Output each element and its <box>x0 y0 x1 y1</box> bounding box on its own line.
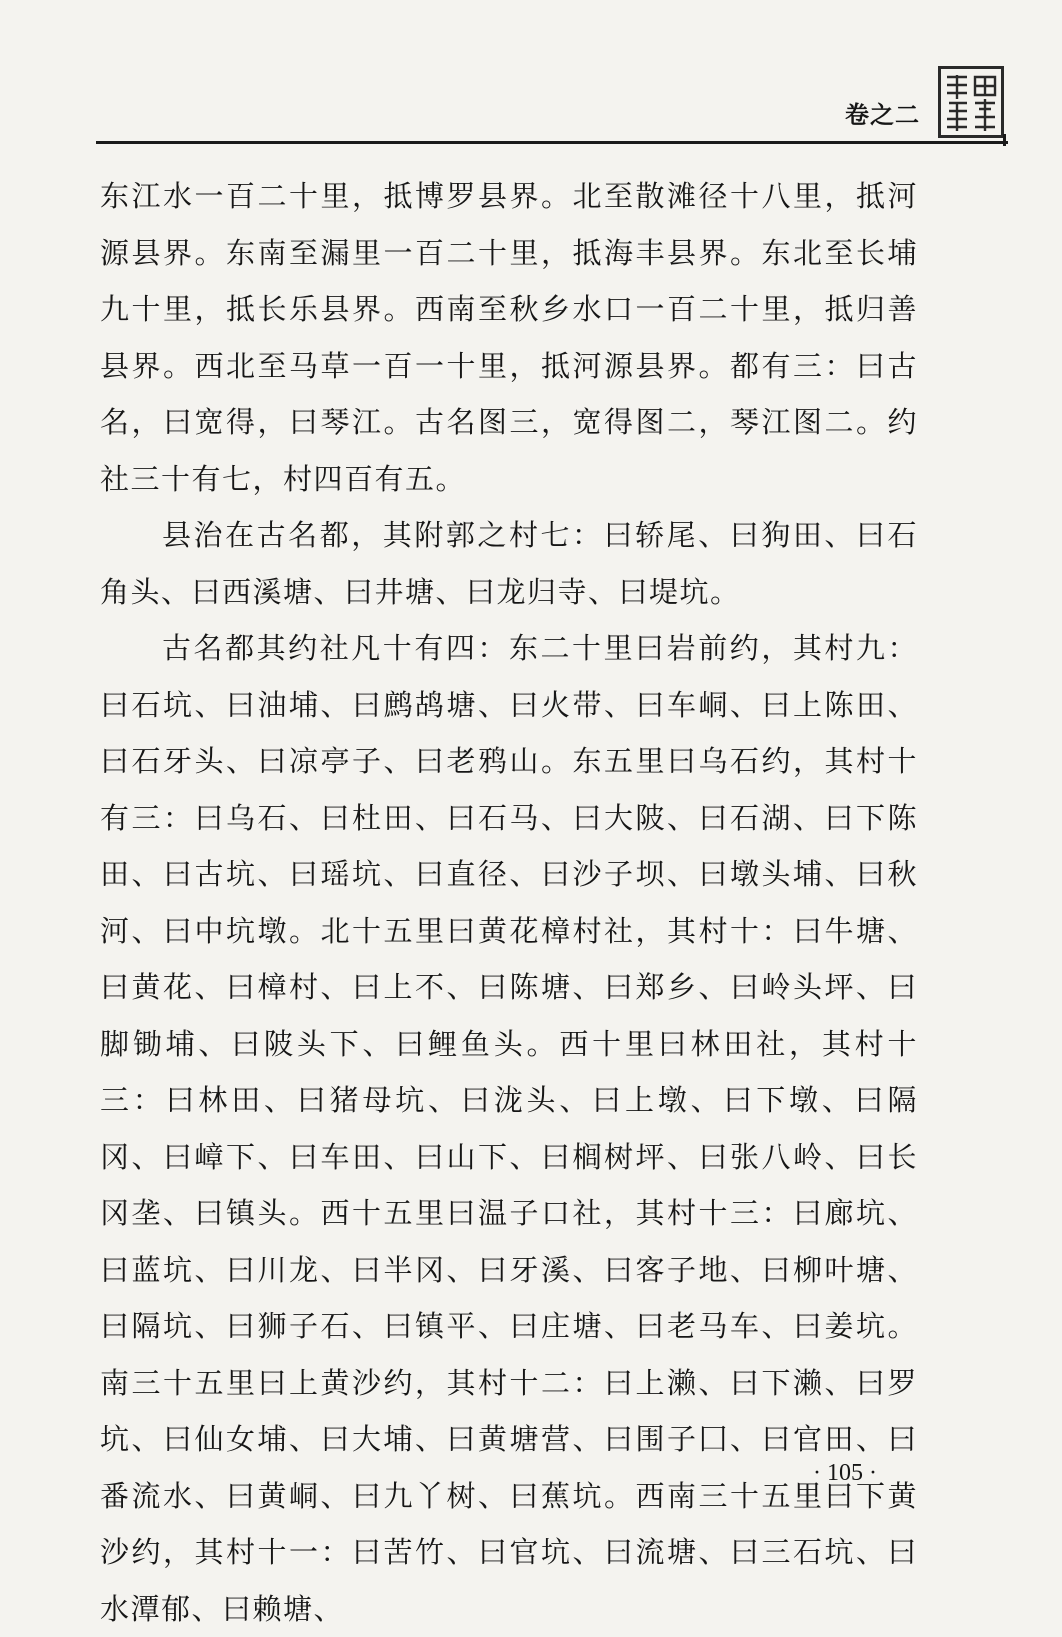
header-rule <box>96 141 1008 144</box>
paragraph-1: 东江水一百二十里，抵博罗县界。北至散滩径十八里，抵河源县界。东南至漏里一百二十里，抵海丰县界。东北至长埔九十里，抵长乐县界。西南至秋乡水口一百二十里，抵归善县界。西北至马草一百一十里，抵河源县界。都有三：曰古名，曰宽得，曰琴江。古名图三，宽得图二，琴江图二。约社三十有七，村四百有五。 <box>100 179 918 496</box>
paragraph-2: 县治在古名都，其附郭之村七：曰轿尾、曰狗田、曰石角头、曰西溪塘、曰井塘、曰龙归寺、曰堤坑。 <box>100 518 918 609</box>
seal-glyph-icon <box>941 69 1001 135</box>
running-head: 卷之二 <box>845 101 920 129</box>
page-number: · 105 · <box>813 1460 877 1486</box>
library-seal-icon <box>938 66 1004 138</box>
body-text <box>100 168 918 1637</box>
paragraph-3: 古名都其约社凡十有四：东二十里曰岩前约，其村九：曰石坑、曰油埔、曰鹧鸪塘、曰火带、曰车峒、曰上陈田、曰石牙头、曰凉亭子、曰老鸦山。东五里曰乌石约，其村十有三：曰乌石、曰杜田、曰石马、曰大陂、曰石湖、曰下陈田、曰古坑、曰瑶坑、曰直径、曰沙子坝、曰墩头埔、曰秋河、曰中坑墩。北十五里曰黄花樟村社，其村十：曰牛塘、曰黄花、曰樟村、曰上不、曰陈塘、曰郑乡、曰岭头坪、曰脚锄埔、曰陂头下、曰鲤鱼头。西十里曰林田社，其村十三：曰林田、曰猪母坑、曰泷头、曰上墩、曰下墩、曰隔冈、曰嶂下、曰车田、曰山下、曰榈树坪、曰张八岭、曰长冈垄、曰镇头。西十五里曰温子口社，其村十三：曰廊坑、曰蓝坑、曰川龙、曰半冈、曰牙溪、曰客子地、曰柳叶塘、曰隔坑、曰狮子石、曰镇平、曰庄塘、曰老马车、曰姜坑。南三十五里曰上黄沙约，其村十二：曰上濑、曰下濑、曰罗坑、曰仙女埔、曰大埔、曰黄塘营、曰围子囗、曰官田、曰番流水、曰黄峒、曰九丫树、曰蕉坑。西南三十五里曰下黄沙约，其村十一：曰苦竹、曰官坑、曰流塘、曰三石坑、曰水潭郁、曰赖塘、 <box>100 631 918 1626</box>
header-rule-corner <box>1003 134 1006 146</box>
